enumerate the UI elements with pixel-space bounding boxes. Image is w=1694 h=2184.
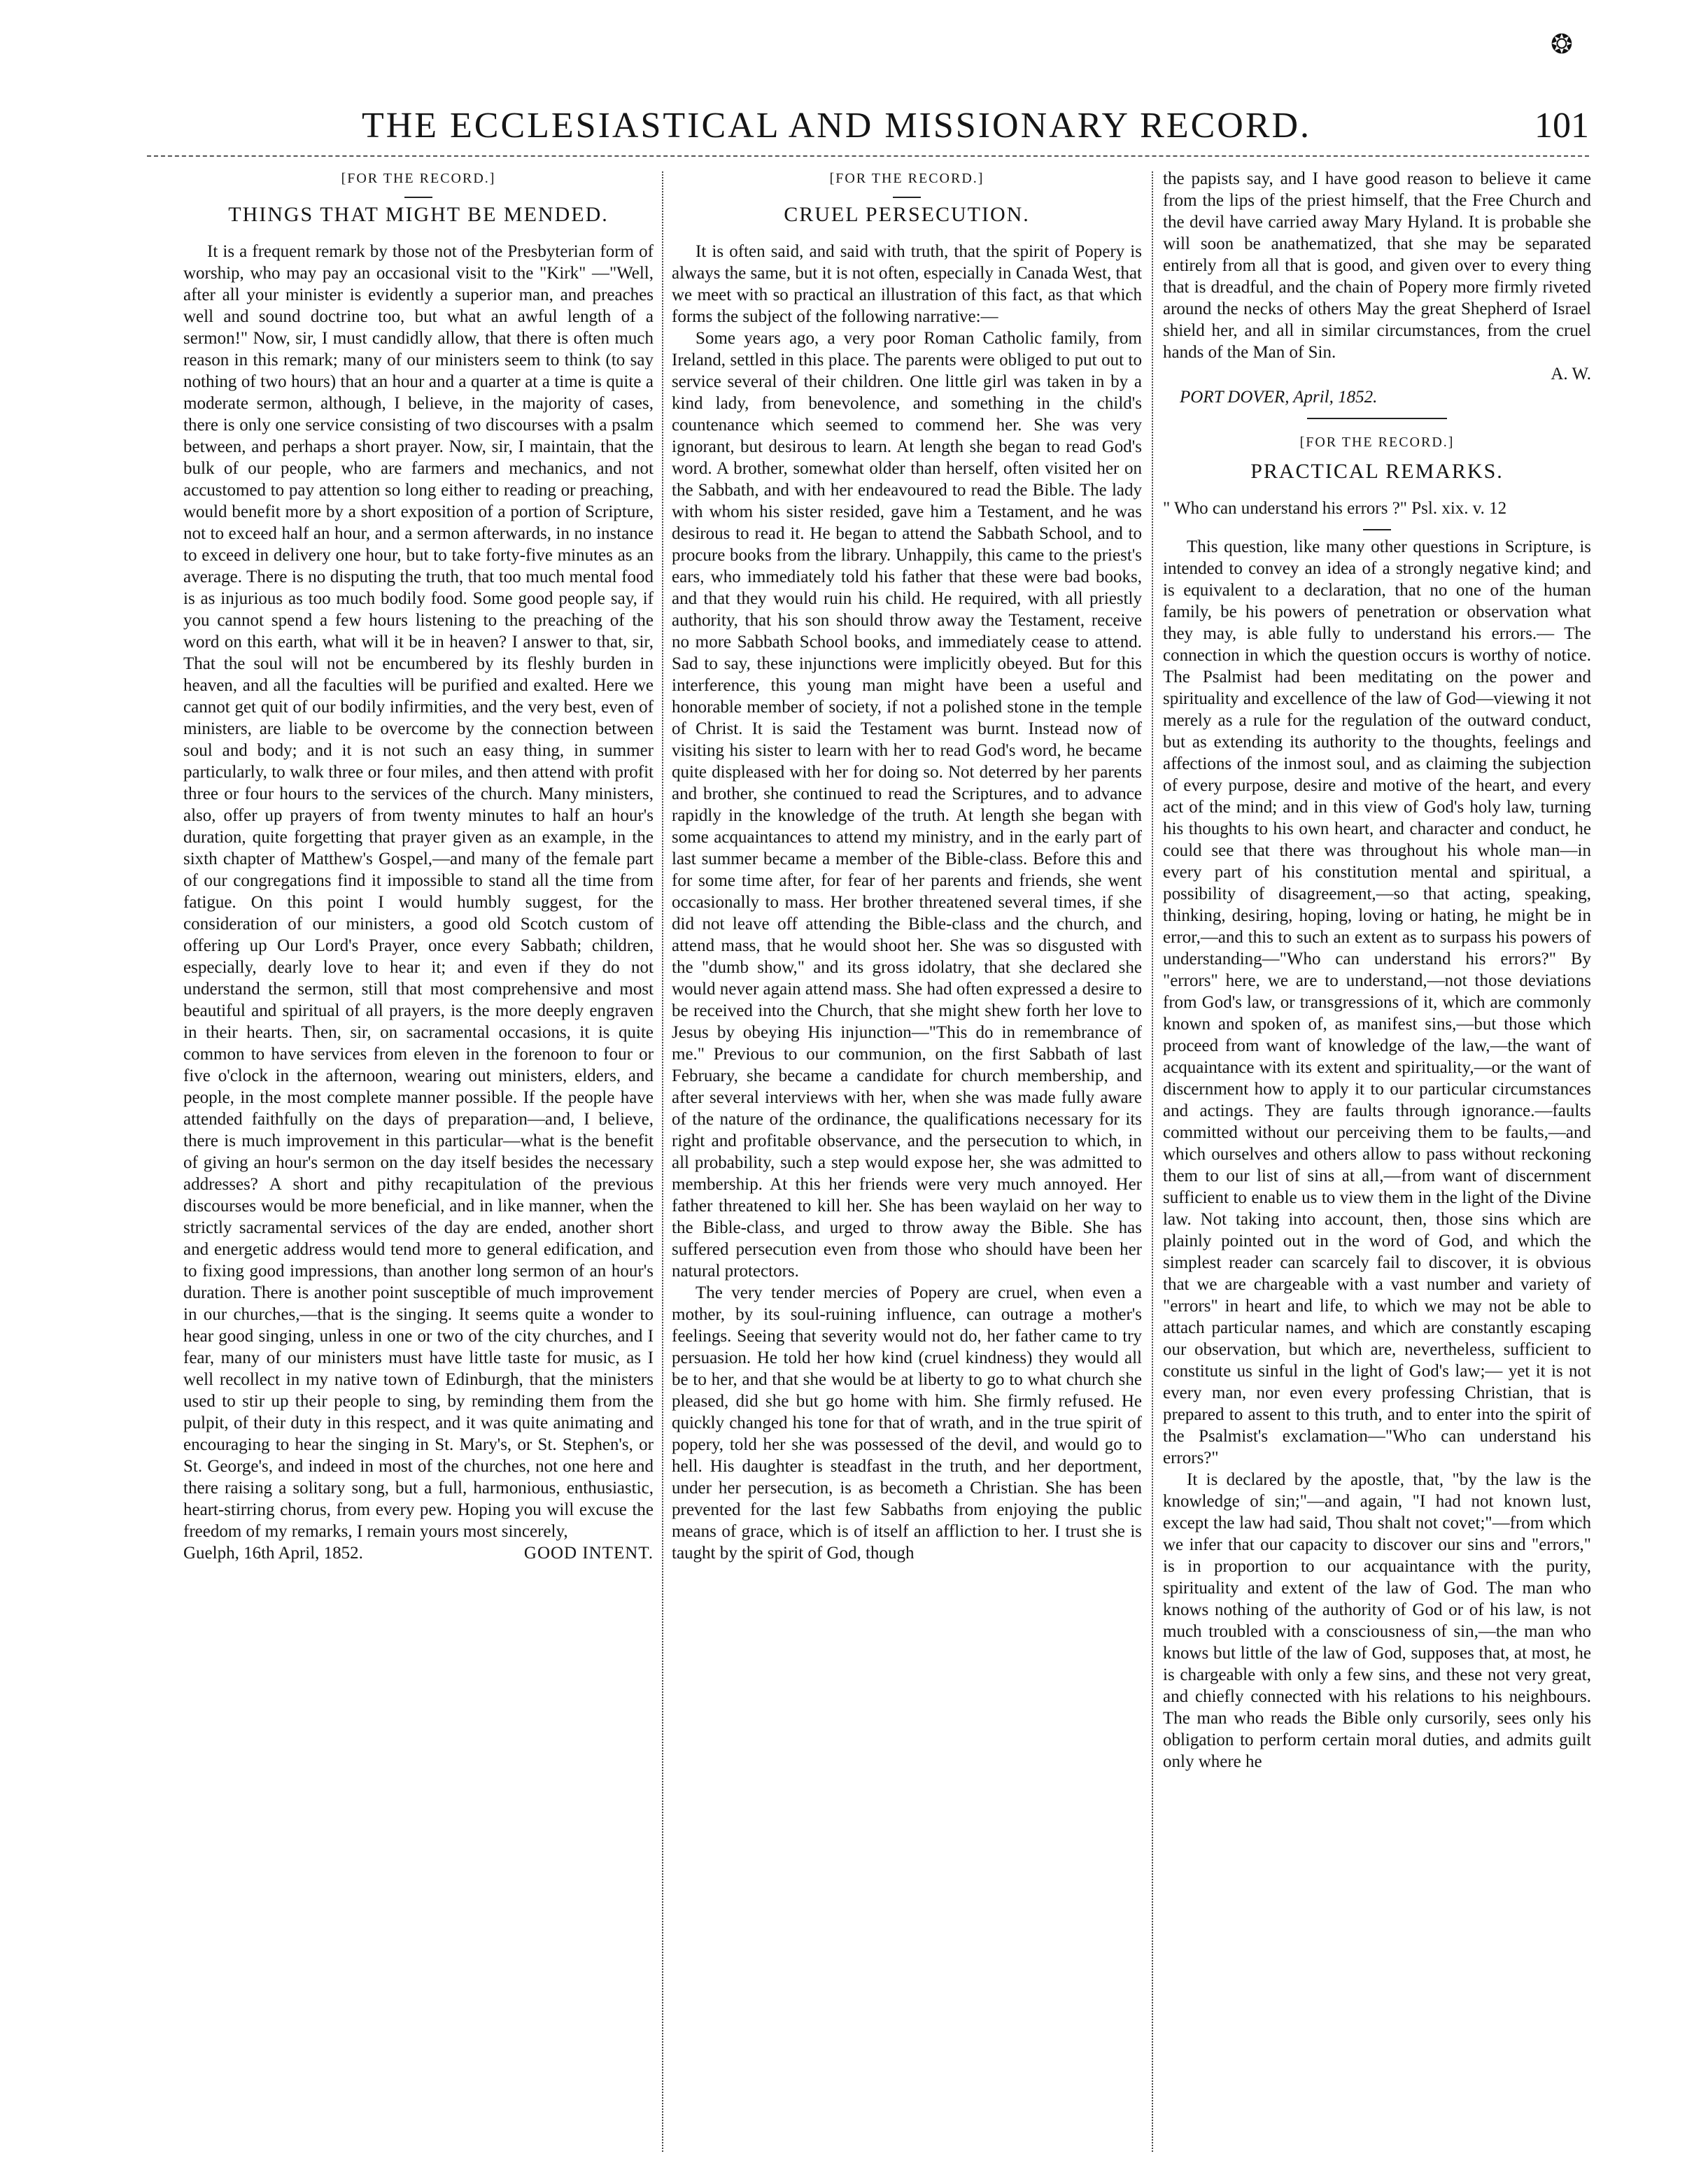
article-paragraph: It is a frequent remark by those not of the Presbyterian form of worship, who may pay an occasional visit to the "Kirk" —"Well, after all your minister is evidently a superior man, and preaches well and sound doctrine too, but what an awful length of a sermon!" Now, sir, I must candidly allow, that there is often much reason in this remark; many of our ministers seem to think (to say nothing of two hours) that an hour and a quarter at a time is quite a moderate sermon, although, I believe, in the majority of cases, there is only one service consisting of two discourses with a psalm between, and perhaps a short prayer. Now, sir, I maintain, that the bulk of our people, who are farmers and mechanics, and not accustomed to pay attention so long either to reading or preaching, would benefit more by a short exposition of a portion of Scripture, not to exceed half an hour, and a sermon afterwards, in no instance to exceed in delivery one hour, but to take forty-five minutes as an average. There is no disputing the truth, that too much mental food is as injurious as too much bodily food. Some good people say, if you cannot spend a few hours listening to the preaching of the word on this earth, what will it be in heaven? I answer to that, sir, That the soul will not be encumbered by its fleshly burden in heaven, and all the faculties will be purified and exalted. Here we cannot get quit of our bodily infirmities, and the very best, even of ministers, are liable to be overcome by the connection between soul and body; and it is not such an easy thing, in summer particularly, to walk three or four miles, and then attend with profit three or four hours to the services of the church. Many ministers, also, offer up prayers of from twenty minutes to half an hour's duration, quite forgetting that prayer given as an example, in the sixth chapter of Matthew's Gospel,—and many of the female part of our congregations find it impossible to stand all the time from fatigue. On this point I would humbly suggest, for the consideration of our ministers, a good old Scotch custom of offering up Our Lord's Prayer, once every Sabbath; children, especially, dearly love to hear it; and even if they do not understand the sermon, still that most comprehensive and most beautiful and spiritual of all prayers, is the more deeply engraven in their hearts. Then, sir, on sacramental occasions, it is quite common to have services from eleven in the forenoon to four or five o'clock in the afternoon, wearing out ministers, elders, and people, in the most complete manner possible. If the people have attended faithfully on the days of preparation—and, I believe, there is much improvement in this particular—what is the benefit of giving an hour's sermon on the day itself besides the necessary addresses? A short and pithy recapitulation of the previous discourses would be more beneficial, and in like manner, when the strictly sacramental services of the day are ended, another short and energetic address would tend more to general edification, and to fixing good impressions, than another long sermon of an hour's duration. There is another point susceptible of much improvement in our churches,—that is the singing. It seems quite a wonder to hear good singing, unless in one or two of the city churches, and I fear, many of our ministers must have little taste for music, as I well recollect in my native town of Edinburgh, that the ministers used to stir up their people to sing, by reminding them from the pulpit, of their duty in this respect, and it was quite animating and encouraging to hear the singing in St. Mary's, or St. Stephen's, or St. George's, and indeed in most of the churches, not one here and there raising a solitary song, but a full, harmonious, enthusiastic, heart-stirring chorus, from every pew. Hoping you will excuse the freedom of my remarks, I remain yours most sincerely, bbox=[183, 242, 654, 1541]
article-cruel-persecution bbox=[672, 168, 1142, 2155]
title-rule bbox=[404, 197, 432, 198]
article-things-that-might-be-mended bbox=[183, 168, 654, 2155]
article-paragraph: The very tender mercies of Popery are cruel, when even a mother, by its soul-ruining influence, can outrage a mother's feelings. Seeing that severity would not do, her father came to try persuasion. He told her how kind (cruel kindness) they would all be to her, and that she would be at liberty to go to what church she pleased, did she but go home with him. She firmly refused. He quickly changed his tone for that of wrath, and in the true spirit of popery, told her she was possessed of the devil, and would go to hell. His daughter is steadfast in the truth, and her deportment, under her persecution, is as becometh a Christian. She has been prevented for the last few Sabbaths from enjoying the public means of grace, which is of itself an affliction to her. I trust she is taught by the spirit of God, though bbox=[672, 1283, 1142, 1563]
article-credit: [FOR THE RECORD.] bbox=[1299, 435, 1455, 450]
article-title: CRUEL PERSECUTION. bbox=[784, 203, 1030, 226]
column-divider bbox=[1152, 171, 1153, 2152]
article-credit: [FOR THE RECORD.] bbox=[341, 171, 496, 186]
page-number: 101 bbox=[1534, 106, 1589, 146]
section-rule bbox=[1307, 418, 1447, 419]
article-paragraph: It is declared by the apostle, that, "by the law is the knowledge of sin;"—and again, "I had not known lust, except the law had said, Thou shalt not covet;"—from which we infer that our capacity to discover our sins and "errors," is in proportion to our acquaintance with the purity, spirituality and extent of the law of God. The man who knows nothing of the authority of God or of his law, is not much troubled with a consciousness of sin,—the man who knows but little of the law of God, supposes that, at most, he is chargeable with only a few sins, and these not very great, and chiefly connected with his relations to his neighbours. The man who reads the Bible only cursorily, sees only his obligation to perform certain moral duties, and admits guilt only where he bbox=[1163, 1470, 1591, 1771]
article-practical-remarks bbox=[1163, 168, 1591, 2155]
printer-ornament-icon: ❂ bbox=[1551, 29, 1573, 59]
journal-title: THE ECCLESIASTICAL AND MISSIONARY RECORD. bbox=[361, 106, 1312, 146]
article-title: PRACTICAL REMARKS. bbox=[1250, 460, 1504, 483]
column-divider bbox=[662, 171, 663, 2152]
signature: GOOD INTENT. bbox=[523, 1544, 654, 1563]
title-rule bbox=[893, 197, 921, 198]
epigraph: " Who can understand his errors ?" Psl. xix. v. 12 bbox=[1163, 499, 1507, 518]
article-paragraph: Some years ago, a very poor Roman Catholic family, from Ireland, settled in this place. The parents were obliged to put out to service several of their children. One little girl was taken in by a kind lady, from benevolence, and something in the child's countenance which seemed to commend her. She was very ignorant, but desirous to learn. At length she began to read God's word. A brother, somewhat older than herself, often visited her on the Sabbath, and with her endeavoured to read the Bible. The lady with whom his sister resided, gave him a Testament, and he was desirous to read it. He began to attend the Sabbath School, and to procure books from the library. Unhappily, this came to the priest's ears, who immediately told his father that these were bad books, and that they would ruin his child. He required, with all priestly authority, that his son should throw away the Testament, receive no more Sabbath School books, and immediately cease to attend. Sad to say, these injunctions were implicitly obeyed. But for this interference, this young man might have been a useful and honorable member of society, if not a polished stone in the temple of Christ. It is said the Testament was burnt. Instead now of visiting his sister to learn with her to read God's word, he became quite displeased with her for doing so. Not deterred by her parents and brother, she continued to read the Scriptures, and to advance rapidly in the knowledge of the truth. At length she began with some acquaintances to attend my ministry, and in the early part of last summer became a member of the Bible-class. Before this and for some time after, for fear of her parents and friends, she went occasionally to mass. Her brother threatened several times, if she did not leave off attending the Bible-class and the church, and attend mass, that he would shoot her. She was so disgusted with the "dumb show," and its gross idolatry, that she declared she would never again attend mass. She had often expressed a desire to be received into the Church, that she might shew forth her love to Jesus by obeying His injunction—"This do in remembrance of me." Previous to our communion, on the first Sabbath of last February, she became a candidate for church membership, and after several interviews with her, when she was made fully aware of the nature of the ordinance, the qualifications necessary for its right and profitable observance, and the persecution to which, in all probability, such a step would expose her, she was admitted to membership. At this her friends were very much annoyed. Her father threatened to kill her. She has been waylaid on her way to the Bible-class, and urged to throw away the Bible. She has suffered persecution even from those who should have been her natural protectors. bbox=[672, 329, 1142, 1281]
header-rule bbox=[147, 155, 1589, 157]
article-title: THINGS THAT MIGHT BE MENDED. bbox=[228, 203, 609, 226]
place-date: Guelph, 16th April, 1852. bbox=[183, 1544, 363, 1563]
article-paragraph: This question, like many other questions in Scripture, is intended to convey an idea of a strongly negative kind; and is equivalent to a declaration, that no one of the human family, be his powers of penetration or observation what they may, is able fully to understand his errors.— The connection in which the question occurs is worthy of notice. The Psalmist had been meditating on the power and spirituality and excellence of the law of God—viewing it not merely as a rule for the regulation of the outward conduct, but as extending its authority to the thoughts, feelings and affections of the inmost soul, and as claiming the subjection of every purpose, desire and motive of the heart, and every act of the mind; and in this view of God's holy law, turning his thoughts to his own heart, and character and conduct, he could see that there was throughout his whole man—in every part of his constitution mental and spiritual, a possibility of disagreement,—so that acting, speaking, thinking, desiring, hoping, loving or hating, he might be in error,—and this to such an extent as to surpass his powers of understanding—"Who can understand his errors?" By "errors" here, we are to understand,—not those deviations from God's law, or transgressions of it, which are commonly known and spoken of, as manifest sins,—but those which proceed from want of knowledge of the law,—the want of acquaintance with its extent and spirituality,—or the want of discernment how to apply it to our particular circumstances and actings. They are faults through ignorance.—faults committed without our perceiving them to be faults,—and which ourselves and others allow to pass without reckoning them to our list of sins at all,—from want of discernment sufficient to enable us to view them in the light of the Divine law. Not taking into account, then, those sins which are plainly pointed out in the word of God, and which the simplest reader can scarcely fail to discover, it is obvious that we are chargeable with a vast number and variety of "errors" in heart and life, to which we may not be able to attach particular names, and which are constantly escaping our observation, but which are, nevertheless, sufficient to constitute us sinful in the light of God's law;— yet it is not every man, nor even every professing Christian, that is prepared to assent to this truth, and to enter into the spirit of the Psalmist's exclamation—"Who can understand his errors?" bbox=[1163, 537, 1591, 1467]
article-paragraph: the papists say, and I have good reason to believe it came from the lips of the priest himself, that the Free Church and the devil have carried away Mary Hyland. It is probable she will soon be anathematized, that she may be separated entirely from all that is good, and given over to every thing that is dreadful, and the chain of Popery more firmly riveted around the necks of others May the great Shepherd of Israel shield her, and all in similar circumstances, from the cruel hands of the Man of Sin. bbox=[1163, 169, 1591, 362]
dateline: PORT DOVER, April, 1852. bbox=[1180, 388, 1378, 407]
signature: A. W. bbox=[1551, 365, 1591, 383]
article-closing bbox=[183, 1542, 654, 1564]
title-rule bbox=[1363, 529, 1391, 530]
running-head bbox=[84, 105, 1589, 150]
article-credit: [FOR THE RECORD.] bbox=[829, 171, 984, 186]
article-paragraph: It is often said, and said with truth, that the spirit of Popery is always the same, but it is not often, especially in Canada West, that we meet with so practical an illustration of this fact, as that which forms the subject of the following narrative:— bbox=[672, 242, 1142, 326]
